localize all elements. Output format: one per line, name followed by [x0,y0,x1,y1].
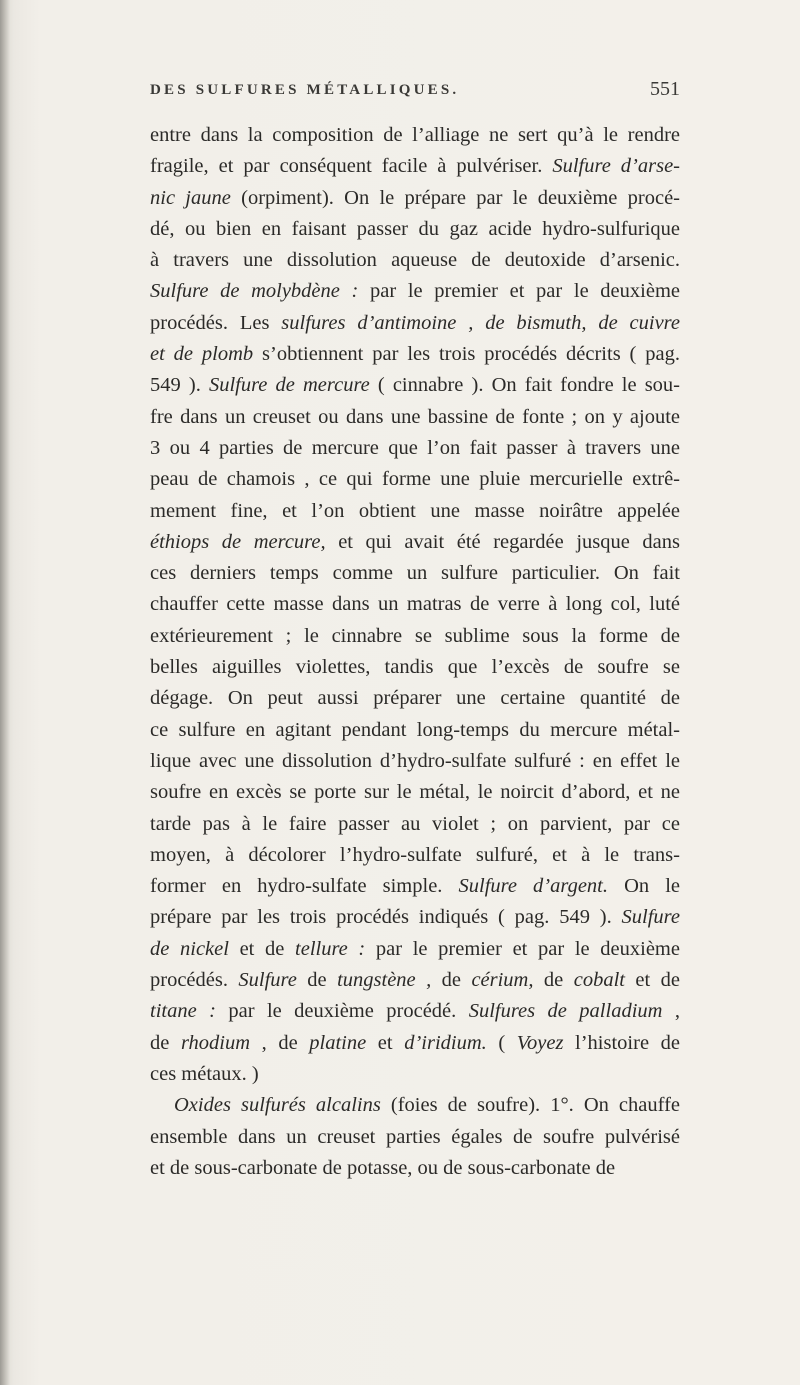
text-segment: moyen, à décolorer l’hydro-sulfate sulfuré, et à le trans- [150,843,680,866]
text-segment: et qui avait été regardée jusque dans [325,530,680,553]
italic-text-segment: sulfures d’antimoine , de bismuth, de cuivre [281,311,680,334]
text-line [150,214,680,245]
italic-text-segment: Sulfure [621,906,680,929]
text-line [150,402,680,433]
text-segment: ce sulfure en agitant pendant long-temps du mercure métal- [150,718,680,741]
text-segment: de [533,969,574,992]
text-line [150,1090,680,1121]
text-segment: de [296,969,338,992]
text-line [150,1028,680,1059]
text-line [150,715,680,746]
italic-text-segment: platine [309,1031,367,1054]
text-segment: fre dans un creuset ou dans une bassine de fonte ; on y ajoute [150,405,680,428]
italic-text-segment: et de plomb [150,343,254,366]
text-line [150,809,680,840]
text-segment: 3 ou 4 parties de mercure que l’on fait passer à travers une [150,436,680,459]
text-line [150,746,680,777]
page-header [150,78,680,112]
text-segment: prépare par les trois procédés indiqués ( pag. 549 ). [150,906,622,929]
text-segment: lique avec une dissolution d’hydro-sulfate sulfuré : en effet le [150,749,680,772]
text-line [150,464,680,495]
text-segment: par le premier et par le deuxième [358,280,680,303]
text-segment: 549 ). [150,374,209,397]
text-line [150,934,680,965]
text-segment: ces derniers temps comme un sulfure particulier. On fait [150,562,680,585]
text-line [150,120,680,151]
text-segment: extérieurement ; le cinnabre se sublime sous la forme de [150,624,680,647]
italic-text-segment: Sulfures de palladium [468,1000,663,1023]
text-line [150,308,680,339]
italic-text-segment: tellure : [295,937,366,960]
text-line [150,589,680,620]
text-segment: chauffer cette masse dans un matras de verre à long col, luté [150,593,680,616]
italic-text-segment: nic jaune [150,186,231,209]
text-segment: (foies de soufre). 1°. On chauffe [380,1094,680,1117]
text-segment: (orpiment). On le prépare par le deuxième procé- [230,186,680,209]
text-line [150,1122,680,1153]
italic-text-segment: Sulfure [238,969,297,992]
text-segment: s’obtiennent par les trois procédés décrits ( pag. [253,343,680,366]
text-segment: procédés. [150,969,239,992]
text-segment: ( cinnabre ). On fait fondre le sou- [369,374,680,397]
text-segment: ensemble dans un creuset parties égales de soufre pulvérisé [150,1125,680,1148]
text-line [150,151,680,182]
italic-text-segment: rhodium [180,1031,251,1054]
text-segment: soufre en excès se porte sur le métal, le noircit d’abord, et ne [150,781,680,804]
italic-text-segment: cérium, [471,969,534,992]
text-line [150,276,680,307]
text-segment: former en hydro-sulfate simple. [150,875,459,898]
text-line [150,1153,680,1184]
italic-text-segment: Sulfure d’argent. [458,875,608,898]
text-line [150,245,680,276]
text-segment: , [662,1000,680,1023]
text-segment: à travers une dissolution aqueuse de deutoxide d’arsenic. [150,249,680,272]
text-line [150,433,680,464]
italic-text-segment: éthiops de mercure, [150,530,326,553]
text-segment: par le deuxième procédé. [215,1000,469,1023]
text-segment: On le [608,875,680,898]
italic-text-segment: de nickel [150,937,229,960]
text-line [150,621,680,652]
text-segment: fragile, et par conséquent facile à pulvériser. [150,155,553,178]
text-line [150,1059,680,1090]
text-line [150,527,680,558]
italic-text-segment: Sulfure de mercure [208,374,370,397]
italic-text-segment: cobalt [573,969,625,992]
italic-text-segment: Sulfure de molybdène : [150,280,359,303]
text-segment: procédés. Les [150,311,282,334]
text-segment: et de [228,937,296,960]
text-segment: l’histoire de [563,1031,680,1054]
text-line [150,996,680,1027]
italic-text-segment: Oxides sulfurés alcalins [174,1094,381,1117]
text-segment: de [150,1031,181,1054]
text-line [150,840,680,871]
italic-text-segment: Sulfure d’arse- [552,155,680,178]
text-line [150,370,680,401]
text-segment: tarde pas à le faire passer au violet ; on parvient, par ce [150,812,680,835]
text-segment: belles aiguilles violettes, tandis que l’excès de soufre se [150,656,680,679]
italic-text-segment: Voyez [516,1031,564,1054]
text-line [150,558,680,589]
text-segment: ( [486,1031,517,1054]
text-line [150,183,680,214]
text-line [150,496,680,527]
text-line [150,902,680,933]
page-number: 551 [650,78,680,100]
text-segment: dégage. On peut aussi préparer une certaine quantité de [150,687,680,710]
body-text [150,120,680,1184]
text-line [150,339,680,370]
text-line [150,652,680,683]
text-segment: et de sous-carbonate de potasse, ou de sous-carbonate de [150,1156,616,1179]
text-segment: par le premier et par le deuxième [365,937,680,960]
text-segment: ces métaux. ) [150,1062,259,1085]
text-segment: et de [624,969,680,992]
text-line [150,965,680,996]
running-head: DES SULFURES MÉTALLIQUES. [150,82,460,98]
text-line [150,777,680,808]
text-segment: , de [250,1031,310,1054]
italic-text-segment: tungstène , [337,969,432,992]
text-segment: dé, ou bien en faisant passer du gaz acide hydro-sulfurique [150,217,680,240]
text-segment: de [431,969,472,992]
page-spine-shadow [0,0,10,1385]
text-segment: entre dans la composition de l’alliage ne sert qu’à le rendre [150,124,680,146]
text-line [150,683,680,714]
italic-text-segment: titane : [150,1000,216,1023]
text-segment: mement fine, et l’on obtient une masse noirâtre appelée [150,499,680,522]
italic-text-segment: d’iridium. [404,1031,487,1054]
text-segment: peau de chamois , ce qui forme une pluie mercurielle extrê- [150,468,680,491]
text-segment: et [366,1031,405,1054]
text-line [150,871,680,902]
